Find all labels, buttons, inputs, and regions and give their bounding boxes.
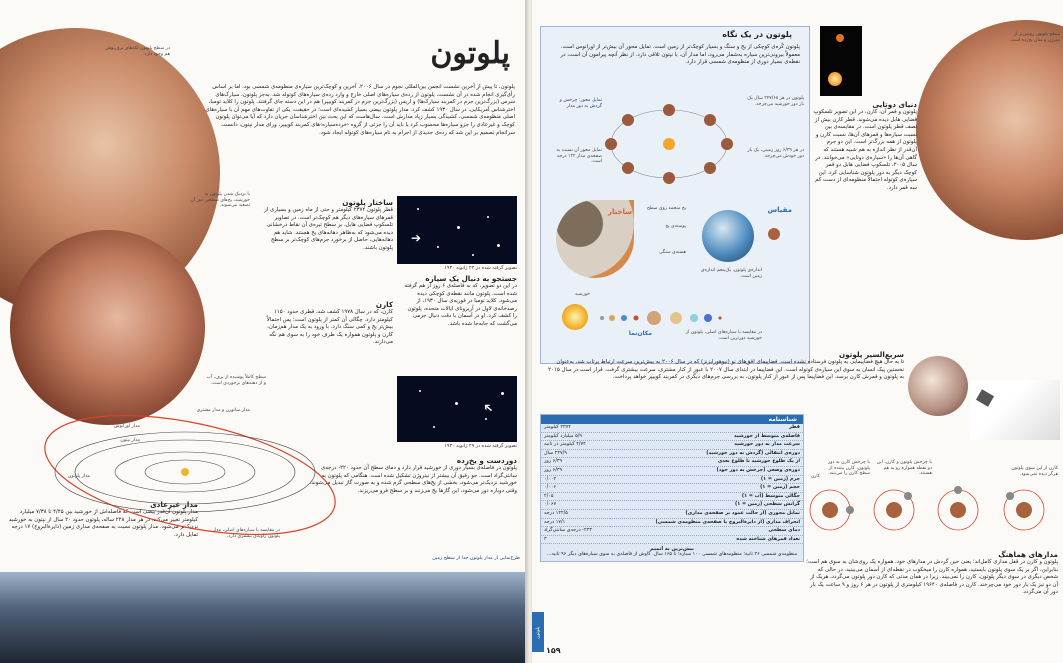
table-cell-value: ۱۲۲/۵ درجه: [541, 509, 610, 518]
page-title: پلوتون: [430, 36, 510, 71]
table-cell-value: ۲۳۷۴ کیلومتر: [541, 424, 610, 432]
structure-title: ساختار: [607, 208, 632, 216]
label-low-caption: سطح کاملاً پوشیده از برف، آب و از دهنه‌های برخوردی است.: [206, 375, 266, 386]
section-text: پلوتون و کارن در قفل مداری کامل‌اند؛ یعنی حین گردش در مدارهای خود، همواره یک روی‌شان به سوی هم است؛ بنابراین، اگر بر یک سوی پلوتون بایستید، همواره کارن را میخکوب در نقطه‌ای از آسمان می‌بینید. در حالی که شخص دیگری در سوی دیگر پلوتون، کارن را نمی‌بیند. زیرا در همان مدتی که کارن دور پلوتون می‌گردد، هریک از آن دو نیز یک بار دور خود می‌چرخند. کارن در فاصله‌ی ۱۹۶۴۰ کیلومتری از پلوتون در هر ۶ روز و ۹ ساعت یک بار دور آن می‌گردد.: [806, 559, 1058, 596]
glance-title: پلوتون در یک نگاه: [722, 30, 792, 39]
table-row: [541, 458, 803, 467]
pluto-small-image: [768, 228, 780, 240]
orbit-label-neptune: مدار نپتون: [120, 438, 140, 443]
structure-label-1: پوسته‌ی یخ: [665, 224, 686, 229]
section-title: جستجو به دنبال یک سیاره: [425, 274, 517, 283]
data-table-panel: [540, 414, 804, 562]
table-cell-label: گرانش سطحی (زمین = ۱): [610, 501, 803, 510]
moons-label-1: با چرخش پلوتون و کارن، این دو نقطه همواره رو به هم هستند.: [876, 460, 932, 477]
table-cell-label: تمایل محوری (از حالت عمود بر صفحه‌ی مداری): [610, 509, 803, 518]
table-cell-label: قطر: [610, 424, 803, 432]
section-text: قطر پلوتون ۲۳۷۴ کیلومتر و حتی از ماه زمین و بسیاری از قمرهای سیاره‌های دیگر هم کوچک‌تر است. در تصاویر تلسکوپ فضایی هابل، بر سطح تیره‌ی آن نقاط درخشانی دیده می‌شود که به‌ظاهر دهانه‌های یخ هستند. شاید هم دهانه‌هایی، حاصل از برخورد جرم‌های کوچک‌تر بر سطح پلوتون باشند.: [264, 207, 393, 251]
table-row: [541, 518, 803, 527]
table-cell-label: انحراف مداری (از دایرةالبروج یا صفحه‌ی منظومه‌ی شمسی): [610, 518, 803, 527]
section-title: کارن: [375, 300, 393, 309]
section-title: مدار غیرعادی: [150, 500, 198, 509]
far-view-section: [812, 100, 917, 193]
glance-label-rotation: تمایل محور: چرخش و گردش به دور مدار: [559, 98, 602, 109]
table-cell-value: ۰/۰۰۶: [541, 484, 610, 493]
section-text: تا به حال هیچ فضاپیمایی به پلوتون فرستاده نشده است. فضاپیمای افق‌های نو (نیوهورایزنز) که در سال ۲۰۰۶ به بیش‌ترین سرعت ارتباط پرتاب شد، به‌عنوان نخستین پیک انسان به سوی این سیاره‌ی کوتوله است. این فضاپیما در ابتدای سال ۲۰۰۷ با عبور از کنار مشتری، سرعت بیشتری گرفت. قرار است در سال ۲۰۱۵ به پلوتون و قمرش کارن برسد. این فضاپیما پس از عبور از کنار پلوتون، به بررسی جرم‌های دیگری در کمربند کوییپر خواهد پرداخت.: [548, 359, 904, 381]
discovery-photo-2: [397, 376, 517, 442]
section-structure: [258, 198, 393, 253]
hubble-photo: [820, 26, 862, 96]
rotation-diagram: [594, 96, 744, 192]
table-row: [541, 432, 803, 441]
moons-label-0: کارن: [810, 474, 820, 479]
orbit-label-uranus: مدار اورانوس: [113, 424, 140, 429]
table-cell-label: حجم (زمین = ۱): [610, 484, 803, 493]
arrow-icon: ➔: [479, 399, 497, 417]
table-row: [541, 484, 803, 493]
table-cell-value: ۳: [541, 535, 610, 544]
table-cell-value: ۴/۷۴ کیلومتر در ثانیه: [541, 441, 610, 450]
orbit-caption: طرح‌نمایی از مدار پلوتون جدا از سطح زمین: [432, 556, 520, 561]
table-cell-label: تعداد قمرهای شناخته شده: [610, 535, 803, 544]
table-cell-value: ۲۴۷/۹ سال: [541, 449, 610, 458]
left-page: [0, 0, 528, 663]
section-title: دوردست و یخ‌زده: [456, 456, 517, 465]
orbit-label-saturn: مدار ساتورن و مدار مشتری: [196, 408, 250, 413]
spacecraft-image: [970, 380, 1060, 440]
arrow-right-icon: ➔: [411, 231, 422, 245]
table-cell-value: ۲/۰۵: [541, 492, 610, 501]
table-row: [541, 466, 803, 475]
table-cell-label: جرم (زمین = ۱): [610, 475, 803, 484]
table-row: [541, 527, 803, 536]
sun-position-label: خورشید: [574, 292, 590, 297]
pluto-medium-image: [10, 230, 205, 425]
fast-section: [544, 350, 904, 382]
label-mid-caption: با نزدیک شدن پلوتون به خورشید، یخ‌های سطحی دور آن تصعید می‌شوند.: [190, 192, 250, 209]
glance-label-tilt: تمایل محور آن نسبت به صفحه‌ی مدار ۱۲۲ درجه است.: [556, 148, 602, 165]
table-cell-value: ۶/۳۹ روز: [541, 466, 610, 475]
section-text: در این دو تصویر، که به فاصله‌ی ۶ روز از هم گرفته شده است، پلوتون مانند نقطه‌ی کوچکی دیده می‌شود. کلاید تومبا در فوریه‌ی سال ۱۹۳۰، از رصدخانه‌ی لاول در آریزونای ایالات متحده، پلوتون را کشف کرد. او در آسمان با دقت دنبال جرمی می‌گشت که جابه‌جا شده باشد.: [404, 283, 517, 327]
locked-orbit-diagram: [802, 476, 1060, 542]
section-text: کارن، که در سال ۱۹۷۸ کشف شد، قطری حدود ۱۱۵۰ کیلومتر دارد. چگالی آن کمتر از پلوتون است؛ پس احتمالاً بیش‌تر یخ و کمی سنگ دارد. با ورود به یک مدار هم‌زمان، کارن و پلوتون همواره یک طرف خود را به سوی هم نگه می‌دارند.: [266, 309, 393, 346]
spacecraft-icon: [976, 389, 994, 406]
structure-label-0: یخ منجمد روی سطح: [646, 206, 686, 211]
table-row: [541, 449, 803, 458]
table-cell-value: ۱۷/۱ درجه: [541, 518, 610, 527]
glance-label-year: پلوتون در هر ۲۴۷/۶۸ سال یک بار دور خورشید می‌چرخد.: [747, 96, 804, 107]
table-cell-value: ۶/۳۹ روز: [541, 458, 610, 467]
pluto-charon-image: [916, 20, 1063, 240]
section-text: پلوتون و قمر آن، کارن، در این تصویر تلسکوپ فضایی هابل دیده می‌شوند. قطر کارن بیش از نصف قطر پلوتون است. در مقایسه‌ی بین نسبت سیاره‌ها و قمرهای آن‌ها، نسبت کارن و پلوتون از همه بزرگ‌تر است. این دو جرم آن‌قدر از نظر اندازه به هم شبیه هستند که گاهی آن‌ها را «سیاره‌ی دوتایی» می‌خوانند. در سال ۲۰۰۵، تلسکوپ فضایی هابل دو قمر کوچک دیگر به دور پلوتون شناسایی کرد. این سیاره‌ی کوتوله احتمالاً منظومه‌ای از دست کم سه قمر دارد.: [813, 109, 917, 191]
far-label: سطح پلوتون روشن‌تر از نیترژن و متان یخ‌زده است.: [1009, 32, 1060, 43]
earth-horizon-image: [0, 572, 528, 663]
sun-image: [562, 304, 588, 330]
section-title: سریع‌السیر پلوتون: [838, 350, 904, 359]
glance-label-day: در هر ۶/۳۹ روز زمینی، یک بار دور خودش می‌چرخد.: [747, 148, 804, 159]
table-cell-label: دوره‌ی وضعی (چرخش به دور خود): [610, 466, 803, 475]
scale-title: مقیاس: [767, 206, 792, 214]
table-cell-label: دمای سطحی: [610, 527, 803, 536]
planet-row-diagram: [596, 308, 726, 328]
page-number: ۱۵۹: [546, 646, 561, 655]
orbit-label-pluto: مدار پلوتون: [67, 474, 90, 479]
section-title: دنیای دوتایی: [872, 100, 917, 109]
table-cell-value: ۰/۰۶۷: [541, 501, 610, 510]
sun-dot: [181, 468, 189, 476]
table-title: شناسنامه: [541, 415, 803, 424]
section-text: مدار پلوتون آن‌قدر بیضی است که فاصله‌اش از خورشید بین ۴/۴۵ تا ۷/۳۸ میلیارد کیلومتر تغییر می‌کند. در هر مدار ۲۴۸ ساله، پلوتون حدود ۲۰ سال از نپتون به خورشید نزدیک‌تر می‌شود. مدار پلوتون نسبت به صفحه‌ی مداری زمین (دایرةالبروج) ۱۷ درجه تمایل دارد.: [8, 509, 198, 538]
structure-label-2: هسته‌ی سنگی: [658, 250, 686, 255]
table-row: [541, 535, 803, 544]
footer-tab-label: پلوتون: [536, 626, 542, 639]
discovery-photo-1: [397, 196, 517, 264]
section-text: پلوتون در فاصله‌ی بسیار دوری از خورشید قرار دارد و دمای سطح آن حدود ۲۲۰- درجه‌ی سانتی‌گراد است. جو رقیق آن بیشتر از نیتروژن تشکیل شده است. هنگامی که پلوتون به خورشید نزدیک‌تر می‌شود، بخشی از یخ‌های سطحی گرم شده و به صورت گاز تبدیل می‌شوند. وقتی دوباره دور می‌شود، این گازها یخ می‌زنند و بر سطح فرو می‌ریزند.: [309, 465, 517, 494]
glance-text: پلوتون کُره‌ی کوچکی از یخ و سنگ و بسیار کوچک‌تر از زمین است. تمایل محور آن بیش‌تر از اورانوس است. معمولاً بیرونی‌ترین سیاره به‌شمار می‌رود، اما مدار آن، با نپتون تلاقی دارد. از نظر آنچه پیرامون آن است، در نقطه‌ی بسیار دوری از منظومه‌ی شمسی قرار دارد.: [560, 44, 800, 66]
intro-text: پلوتون، تا پیش از آخرین نشست انجمن بین‌المللی نجوم در سال ۲۰۰۶، آخرین و کوچک‌ترین سیاره‌ی منظومه‌ی شمسی بود. اما بر اساس رأی‌گیری انجام شده در آن نشست، پلوتون از رده‌ی سیاره‌های اصلی خارج و وارد رده‌ی سیاره‌های کوتوله شد. به‌جز پلوتون، سیارک‌های سرس (بزرگ‌ترین جرم در کمربند سیارک‌ها) و اریس (بزرگ‌ترین جرم در کمربند کوییپر) هم در این دسته جای گرفتند. پلوتون را کلاید تومبا، اخترشناس آمریکایی، در سال ۱۹۳۰ کشف کرد. مدار پلوتون بیضی بسیار کشیده‌ای است؛ در حقیقت، یکی از تفاوت‌های مهم آن با سیاره‌های اصلی منظومه‌ی شمسی، کشیدگی بسیار زیاد مدارش است. سال‌هاست که این بحث بین اخترشناسان جریان دارد که آیا می‌توان پلوتون کوچک و غیرعادی را جزو سیاره‌ها محسوب کرد یا باید آن را جزئی از گروه ‹خرده‌سیاره›های کمربند کوییپر، ورای مدار نپتون، دانست. سرانجام تصمیم بر این شد که رده‌ی جدیدی از اجرام به نام سیاره‌های کوتوله ایجاد شود.: [205, 84, 515, 136]
photo-caption-1: تصویر گرفته شده در ۲۳ ژانویه ۱۹۳۰: [444, 266, 517, 271]
position-label: در مقایسه با سیاره‌های اصلی، پلوتون از خورشید دورترین است.: [685, 330, 762, 341]
section-search: [404, 274, 517, 329]
table-row: [541, 501, 803, 510]
scale-label: اندازه‌ی پلوتون، یک‌پنجم اندازه‌ی زمین است.: [700, 268, 762, 279]
table-cell-label: چگالی متوسط (آب = ۱): [610, 492, 803, 501]
orbit-label-inner: در مقایسه با سیاره‌های اصلی، مدار پلوتون زاویه‌ی بیشتری دارد.: [212, 528, 280, 539]
table-footer-text: منظومه‌ی شمسی ۴۶ ثانیه؛ منظومه‌های شمسی ۱۰۰ سیاره؛ تا ۱۶۵ سال. گاوش از فاصله‌ی به سوی سیاره‌های دیگر ۹۶ ثانیه...: [546, 552, 798, 558]
data-table: [541, 424, 803, 544]
table-cell-label: دوره‌ی انتقالی (گردش به دور خورشید): [610, 449, 803, 458]
moons-label-3: کارن از این سوی پلوتون هرگز دیده نمی‌شود.: [1011, 466, 1058, 477]
section-charon: [258, 300, 393, 347]
position-title: مکان‌نما: [628, 330, 652, 337]
table-cell-value: ۰/۰۰۲: [541, 475, 610, 484]
sun-label: خورشید: [304, 568, 320, 573]
table-cell-label: سرعت مدار به دور خورشید: [610, 441, 803, 450]
photo-caption-2: تصویر گرفته شده در ۲۹ ژانویه ۱۹۳۰: [444, 444, 517, 449]
moons-label-2: با چرخش کارن به دور پلوتون، کارن بیننده از سطح کارن را می‌بیند.: [828, 460, 870, 477]
moons-section: [806, 550, 1058, 597]
table-row: [541, 492, 803, 501]
earth-image: [702, 210, 754, 262]
table-row: [541, 441, 803, 450]
table-cell-value: ۵/۹ میلیارد کیلومتر: [541, 432, 610, 441]
charon-rise-image: [908, 356, 968, 416]
label-top-caption: در سطح پلوتون لکه‌های برف‌پوش هم وجود دارد.: [105, 46, 170, 57]
table-footer-title: بیش‌ترین به اتمیم: [650, 546, 694, 553]
section-title: ساختار پلوتون: [342, 198, 393, 207]
table-row: [541, 475, 803, 484]
table-cell-value: ۲۲۳- درجه‌ی سانتی‌گراد: [541, 527, 610, 536]
right-page: [532, 0, 1063, 663]
table-row: [541, 424, 803, 432]
table-cell-label: فاصله‌ی متوسط از خورشید: [610, 432, 803, 441]
table-cell-label: از یک طلوع خورشید تا طلوع بعدی: [610, 458, 803, 467]
table-row: [541, 509, 803, 518]
section-title: مدارهای هماهنگ: [998, 550, 1058, 559]
